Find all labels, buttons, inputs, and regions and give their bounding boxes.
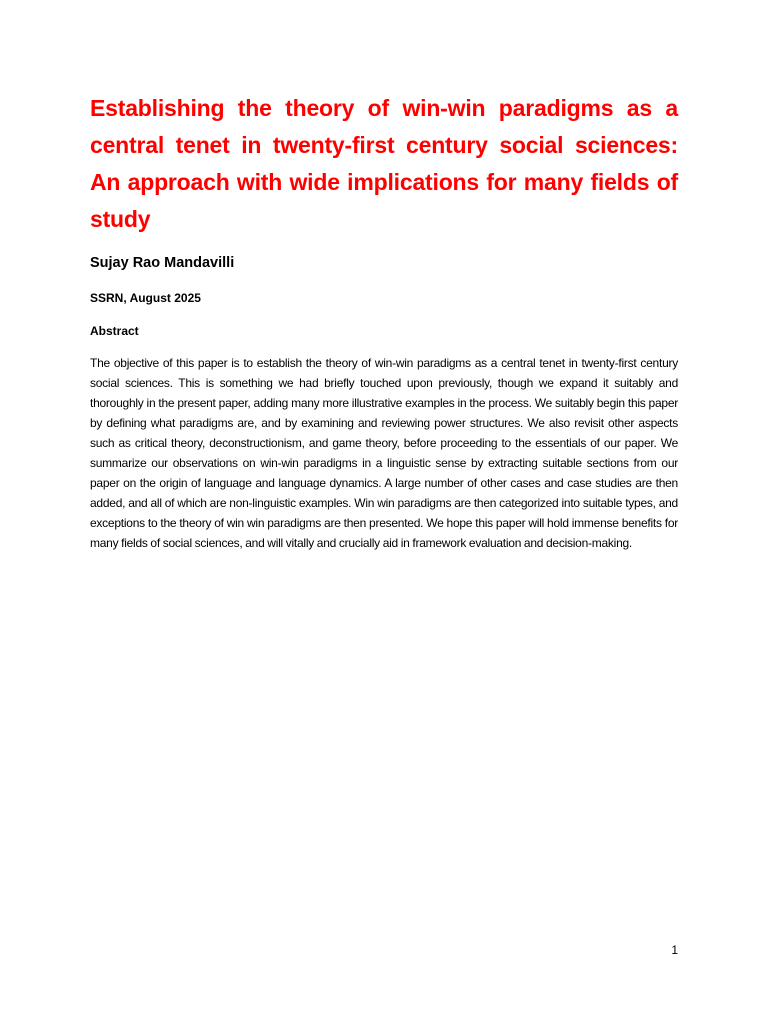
paper-title: Establishing the theory of win-win paradigms as a central tenet in twenty-first century social sciences: An approach with wide implications for many fields of study: [90, 95, 678, 232]
abstract-heading: Abstract: [90, 324, 139, 338]
abstract-text: The objective of this paper is to establish the theory of win-win paradigms as a central tenet in twenty-first century social sciences. This is something we had briefly touched upon previously, though we expand it suitably and thoroughly in the present paper, adding many more illustrative examples in the process. We suitably begin this paper by defining what paradigms are, and by examining and reviewing power structures. We also revisit other aspects such as critical theory, deconstructionism, and game theory, before proceeding to the essentials of our paper. We summarize our observations on win-win paradigms in a linguistic sense by extracting suitable sections from our paper on the origin of language and language dynamics. A large number of other cases and case studies are then added, and all of which are non-linguistic examples. Win win paradigms are then categorized into suitable types, and exceptions to the theory of win win paradigms are then presented. We hope this paper will hold immense benefits for many fields of social sciences, and will vitally and crucially aid in framework evaluation and decision-making.: [90, 356, 678, 550]
publication-venue: SSRN, August 2025: [90, 291, 201, 305]
author-name: Sujay Rao Mandavilli: [90, 255, 235, 271]
page-number: 1: [671, 943, 678, 957]
